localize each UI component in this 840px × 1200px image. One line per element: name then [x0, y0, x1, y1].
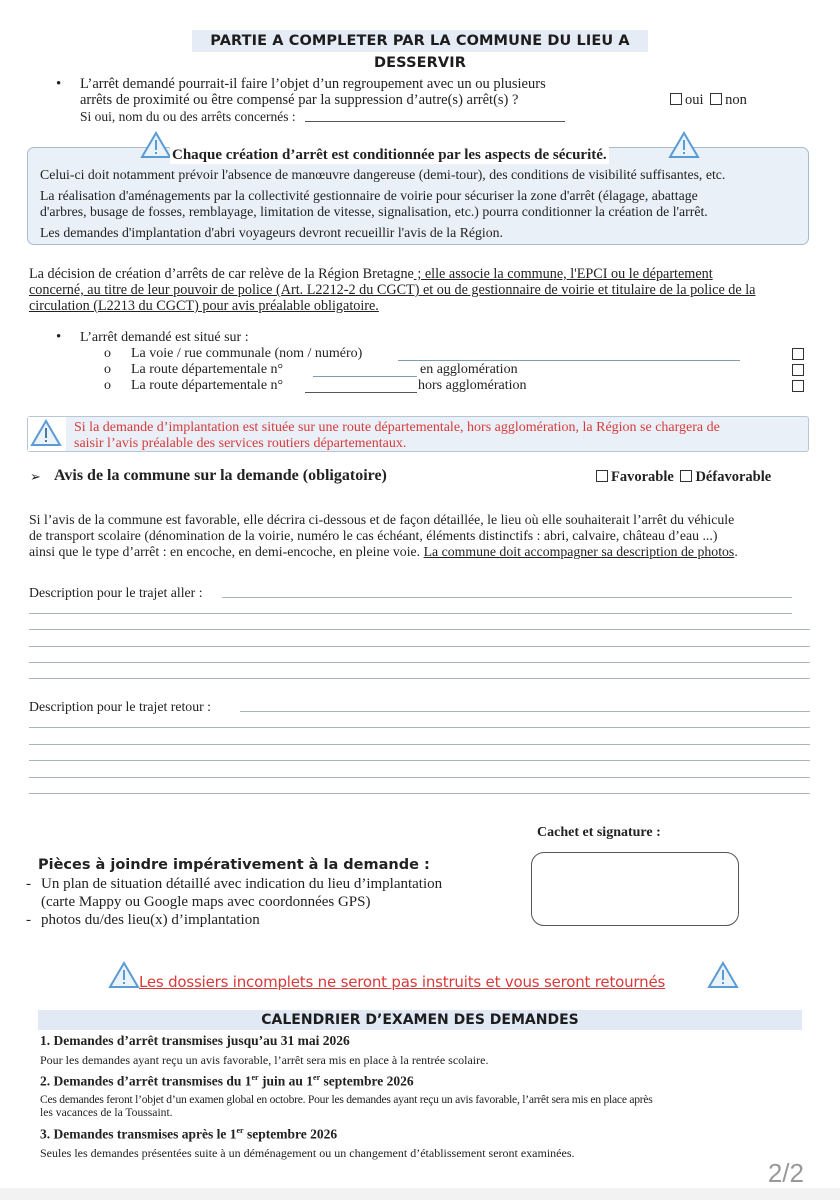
bullet-icon: •: [56, 329, 62, 345]
description-intro-line2: de transport scolaire (dénomination de la voirie, numéro le cas échéant, éléments distinctifs : abri, calvaire, château d’eau ...): [29, 528, 718, 543]
defavorable-label: Défavorable: [695, 469, 772, 485]
region-notice-line1: Si la demande d’implantation est située sur une route départementale, hors agglomération, la Région se chargera de: [74, 420, 720, 435]
location-option-label: La route départementale n°: [131, 362, 284, 377]
retour-line[interactable]: [29, 727, 810, 728]
decision-underlined-1: ; elle associe la commune, l'EPCI ou le département: [413, 266, 713, 282]
location-option-suffix: hors agglomération: [418, 378, 527, 393]
calendar-item-1-text: Pour les demandes ayant reçu un avis favorable, l’arrêt sera mis en place à la rentrée scolaire.: [40, 1053, 489, 1067]
bottom-bar: [0, 1188, 840, 1200]
calendar-item-3-text: Seules les demandes présentées suite à un déménagement ou un changement d’établissement seront examinées.: [40, 1146, 575, 1160]
favorable-label: Favorable: [611, 469, 674, 485]
rd-en-agglo-field[interactable]: [313, 376, 417, 377]
description-intro-line1: Si l’avis de la commune est favorable, elle décrira ci-dessous et de façon détaillée, le lieu où elle souhaiterait l’arrêt du véhicule: [29, 512, 735, 527]
aller-line[interactable]: [29, 646, 810, 647]
calendar-item-2-text1: Ces demandes feront l’objet d’un examen global en octobre. Pour les demandes ayant reçu un avis favorable, l’arrêt sera mis en place après: [40, 1093, 653, 1106]
location-label: L’arrêt demandé est situé sur :: [80, 330, 249, 345]
region-notice-line2: saisir l’avis préalable des services routiers départementaux.: [74, 436, 407, 451]
oui-checkbox[interactable]: [670, 93, 682, 105]
rd-hors-agglo-field[interactable]: [305, 392, 417, 393]
circle-bullet-icon: o: [104, 346, 111, 361]
security-line3: Les demandes d'implantation d'abri voyageurs devront recueillir l'avis de la Région.: [40, 225, 504, 240]
calendar-item-2-heading: [40, 1073, 414, 1090]
rd-en-agglo-checkbox[interactable]: [792, 364, 804, 376]
heading-part: juin au 1: [258, 1073, 314, 1089]
heading-part: 2. Demandes d’arrêt transmises du 1: [40, 1073, 252, 1089]
attachments-title: Pièces à joindre impérativement à la demande :: [38, 857, 430, 873]
aller-line[interactable]: [29, 662, 810, 663]
location-option-suffix: en agglomération: [420, 362, 518, 377]
location-option-label: La voie / rue communale (nom / numéro): [131, 346, 363, 361]
defavorable-checkbox[interactable]: [680, 470, 692, 482]
retour-line[interactable]: [29, 760, 810, 761]
voie-communale-field[interactable]: [398, 360, 740, 361]
aller-line[interactable]: [29, 678, 810, 679]
decision-intro: La décision de création d’arrêts de car relève de la Région Bretagne: [29, 266, 414, 282]
favorable-checkbox[interactable]: [596, 470, 608, 482]
decision-line1: [29, 266, 713, 282]
photos-requirement: La commune doit accompagner sa description de photos: [423, 544, 735, 559]
calendar-item-2-text2: les vacances de la Toussaint.: [40, 1106, 173, 1119]
retour-line[interactable]: [240, 711, 810, 712]
calendar-title: CALENDRIER D’EXAMEN DES DEMANDES: [38, 1010, 802, 1030]
regroupement-question-line1: L’arrêt demandé pourrait-il faire l’objet d’un regroupement avec un ou plusieurs: [80, 76, 546, 92]
calendar-item-1-heading: 1. Demandes d’arrêt transmises jusqu’au 31 mai 2026: [40, 1033, 350, 1048]
decision-line2: concerné, au titre de leur pouvoir de police (Art. L2212-2 du CGCT) et ou de gestionnaire de voirie et titulaire de la police de la: [29, 282, 756, 298]
heading-part: 3. Demandes transmises après le 1: [40, 1126, 237, 1142]
circle-bullet-icon: o: [104, 378, 111, 393]
warning-icon: [108, 961, 140, 989]
voie-communale-checkbox[interactable]: [792, 348, 804, 360]
security-title: Chaque création d’arrêt est conditionnée par les aspects de sécurité.: [172, 147, 607, 163]
retour-label: Description pour le trajet retour :: [29, 699, 211, 714]
security-line2a: La réalisation d'aménagements par la collectivité gestionnaire de voirie pour sécuriser la zone d'arrêt (élagage, abattage: [40, 188, 698, 203]
arrets-concernes-label: Si oui, nom du ou des arrêts concernés :: [80, 109, 296, 124]
heading-part: septembre 2026: [320, 1073, 414, 1089]
circle-bullet-icon: o: [104, 362, 111, 377]
dash-bullet: -: [26, 876, 31, 892]
calendar-item-3-heading: [40, 1126, 337, 1143]
warning-icon: [140, 131, 172, 159]
bullet-icon: •: [56, 76, 62, 92]
rd-hors-agglo-checkbox[interactable]: [792, 380, 804, 392]
dash-bullet: -: [26, 912, 31, 928]
arrow-bullet-icon: ➢: [30, 469, 41, 484]
signature-label: Cachet et signature :: [537, 825, 661, 840]
aller-line[interactable]: [29, 629, 810, 630]
attachment-item-1-line1: Un plan de situation détaillé avec indication du lieu d’implantation: [41, 876, 443, 892]
security-line2b: d'arbres, busage de fosses, remblayage, limitation de vitesse, signalisation, etc.) pourra conditionner la création de l'arrêt.: [40, 204, 708, 219]
superscript: er: [236, 1126, 244, 1135]
attachment-item-1-line2: (carte Mappy ou Google maps avec coordonnées GPS): [41, 894, 371, 910]
aller-label: Description pour le trajet aller :: [29, 585, 203, 600]
signature-box[interactable]: [531, 852, 739, 926]
description-intro-line3: [29, 544, 738, 560]
period: .: [734, 544, 738, 559]
retour-line[interactable]: [29, 744, 810, 745]
non-label: non: [725, 92, 747, 108]
warning-icon: [30, 419, 62, 447]
arrets-concernes-field[interactable]: [305, 121, 565, 122]
location-option-label: La route départementale n°: [131, 378, 284, 393]
page-indicator: 2/2: [767, 1158, 804, 1188]
warning-icon: [707, 961, 739, 989]
oui-label: oui: [685, 92, 704, 108]
security-line1: Celui-ci doit notamment prévoir l'absence de manœuvre dangereuse (demi-tour), des conditions de visibilité suffisantes, etc.: [40, 167, 726, 182]
page-title: PARTIE A COMPLETER PAR LA COMMUNE DU LIEU A DESSERVIR: [192, 30, 648, 52]
regroupement-question-line2: arrêts de proximité ou être compensé par la suppression d’autre(s) arrêt(s) ?: [80, 92, 519, 108]
avis-options: [596, 468, 771, 486]
description-intro-text: ainsi que le type d’arrêt : en encoche, en demi-encoche, en pleine voie.: [29, 544, 424, 559]
attachment-item-2: photos du/des lieu(x) d’implantation: [41, 912, 260, 928]
regroupement-options: [670, 92, 747, 108]
superscript: er: [251, 1073, 259, 1082]
heading-part: septembre 2026: [243, 1126, 338, 1142]
aller-line[interactable]: [222, 597, 792, 598]
superscript: er: [313, 1073, 321, 1082]
non-checkbox[interactable]: [710, 93, 722, 105]
warning-icon: [668, 131, 700, 159]
retour-line[interactable]: [29, 793, 810, 794]
avis-title: Avis de la commune sur la demande (obligatoire): [54, 467, 387, 484]
decision-line3: circulation (L2213 du CGCT) pour avis préalable obligatoire.: [29, 298, 379, 314]
incomplete-warning: Les dossiers incomplets ne seront pas instruits et vous seront retournés: [139, 973, 666, 991]
aller-line[interactable]: [29, 613, 792, 614]
retour-line[interactable]: [29, 777, 810, 778]
